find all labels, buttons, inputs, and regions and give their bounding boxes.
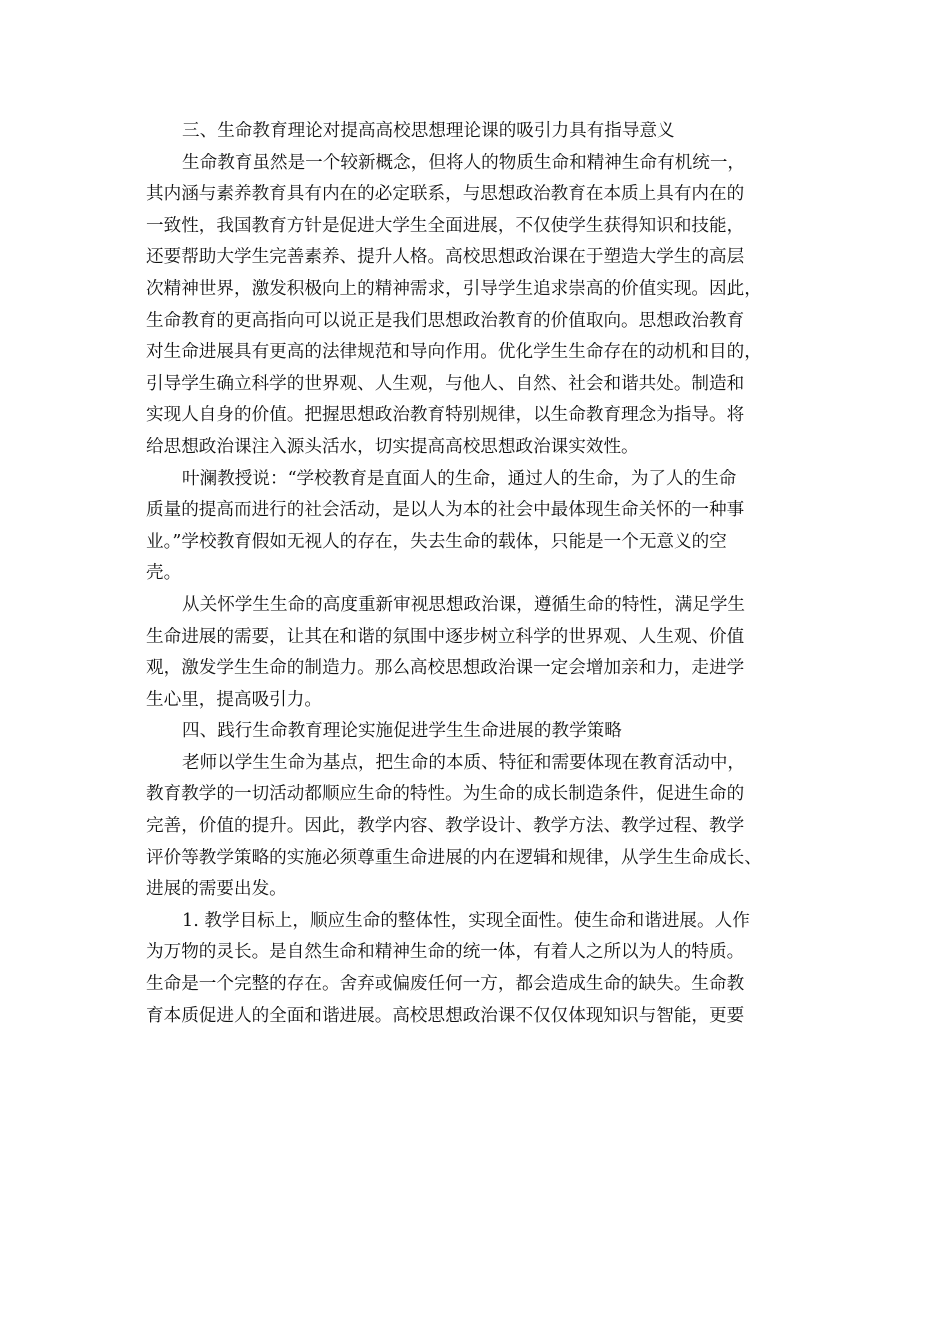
text-line: 三、生命教育理论对提高高校思想理论课的吸引力具有指导意义 <box>182 121 675 141</box>
document-body <box>146 116 814 1032</box>
paragraph-care-for-life <box>146 590 814 716</box>
paragraph-teacher-basis <box>146 748 814 906</box>
text-line: 生命教育的更高指向可以说正是我们思想政治教育的价值取向。思想政治教育 <box>146 310 745 331</box>
text-line: 为万物的灵长。是自然生命和精神生命的统一体，有着人之所以为人的特质。 <box>146 942 745 963</box>
text-line: 其内涵与素养教育具有内在的必定联系，与思想政治教育在本质上具有内在的 <box>146 184 745 205</box>
paragraph-life-education-concept <box>146 148 814 464</box>
text-line: 质量的提高而进行的社会活动，是以人为本的社会中最体现生命关怀的一种事 <box>146 500 745 521</box>
text-line: 对生命进展具有更高的法律规范和导向作用。优化学生生命存在的动机和目的， <box>146 342 762 363</box>
text-line: 观，激发学生生命的制造力。那么高校思想政治课一定会增加亲和力，走进学 <box>146 658 745 679</box>
text-line: 生命是一个完整的存在。舍弃或偏废任何一方，都会造成生命的缺失。生命教 <box>146 974 745 995</box>
text-line: 教育教学的一切活动都顺应生命的特性。为生命的成长制造条件，促进生命的 <box>146 784 745 805</box>
text-line: 完善，价值的提升。因此，教学内容、教学设计、教学方法、教学过程、教学 <box>146 816 745 837</box>
text-line: 一致性，我国教育方针是促进大学生全面进展，不仅使学生获得知识和技能， <box>146 215 745 236</box>
text-line: 从关怀学生生命的高度重新审视思想政治课，遵循生命的特性，满足学生 <box>182 594 746 615</box>
text-line: 引导学生确立科学的世界观、人生观，与他人、自然、社会和谐共处。制造和 <box>146 373 745 394</box>
text-line: 生命进展的需要，让其在和谐的氛围中逐步树立科学的世界观、人生观、价值 <box>146 626 745 647</box>
text-line: 还要帮助大学生完善素养、提升人格。高校思想政治课在于塑造大学生的高层 <box>146 247 745 268</box>
section-heading-3 <box>146 116 814 148</box>
paragraph-teaching-goals <box>146 906 814 1032</box>
text-line: 进展的需要出发。 <box>146 879 287 900</box>
text-line: 四、践行生命教育理论实施促进学生生命进展的教学策略 <box>182 721 622 742</box>
text-line: 给思想政治课注入源头活水，切实提高高校思想政治课实效性。 <box>146 436 639 457</box>
paragraph-ye-lan-quote <box>146 464 814 590</box>
text-line: 评价等教学策略的实施必须尊重生命进展的内在逻辑和规律，从学生生命成长、 <box>146 847 762 868</box>
section-heading-4 <box>146 716 814 748</box>
text-line: 生命教育虽然是一个较新概念，但将人的物质生命和精神生命有机统一， <box>182 152 746 173</box>
text-line: 育本质促进人的全面和谐进展。高校思想政治课不仅仅体现知识与智能，更要 <box>146 1005 745 1026</box>
text-line: 叶澜教授说：“学校教育是直面人的生命，通过人的生命，为了人的生命 <box>182 468 737 489</box>
text-line: 实现人自身的价值。把握思想政治教育特别规律，以生命教育理念为指导。将 <box>146 405 745 426</box>
text-line: 老师以学生生命为基点，把生命的本质、特征和需要体现在教育活动中， <box>182 752 746 773</box>
text-line: 生心里，提高吸引力。 <box>146 689 322 710</box>
text-line: 业。”学校教育假如无视人的存在，失去生命的载体，只能是一个无意义的空 <box>146 531 727 552</box>
text-line: 1. 教学目标上，顺应生命的整体性，实现全面性。使生命和谐进展。人作 <box>182 910 750 931</box>
text-line: 壳。 <box>146 563 182 584</box>
text-line: 次精神世界，激发积极向上的精神需求，引导学生追求崇高的价值实现。因此， <box>146 278 762 299</box>
